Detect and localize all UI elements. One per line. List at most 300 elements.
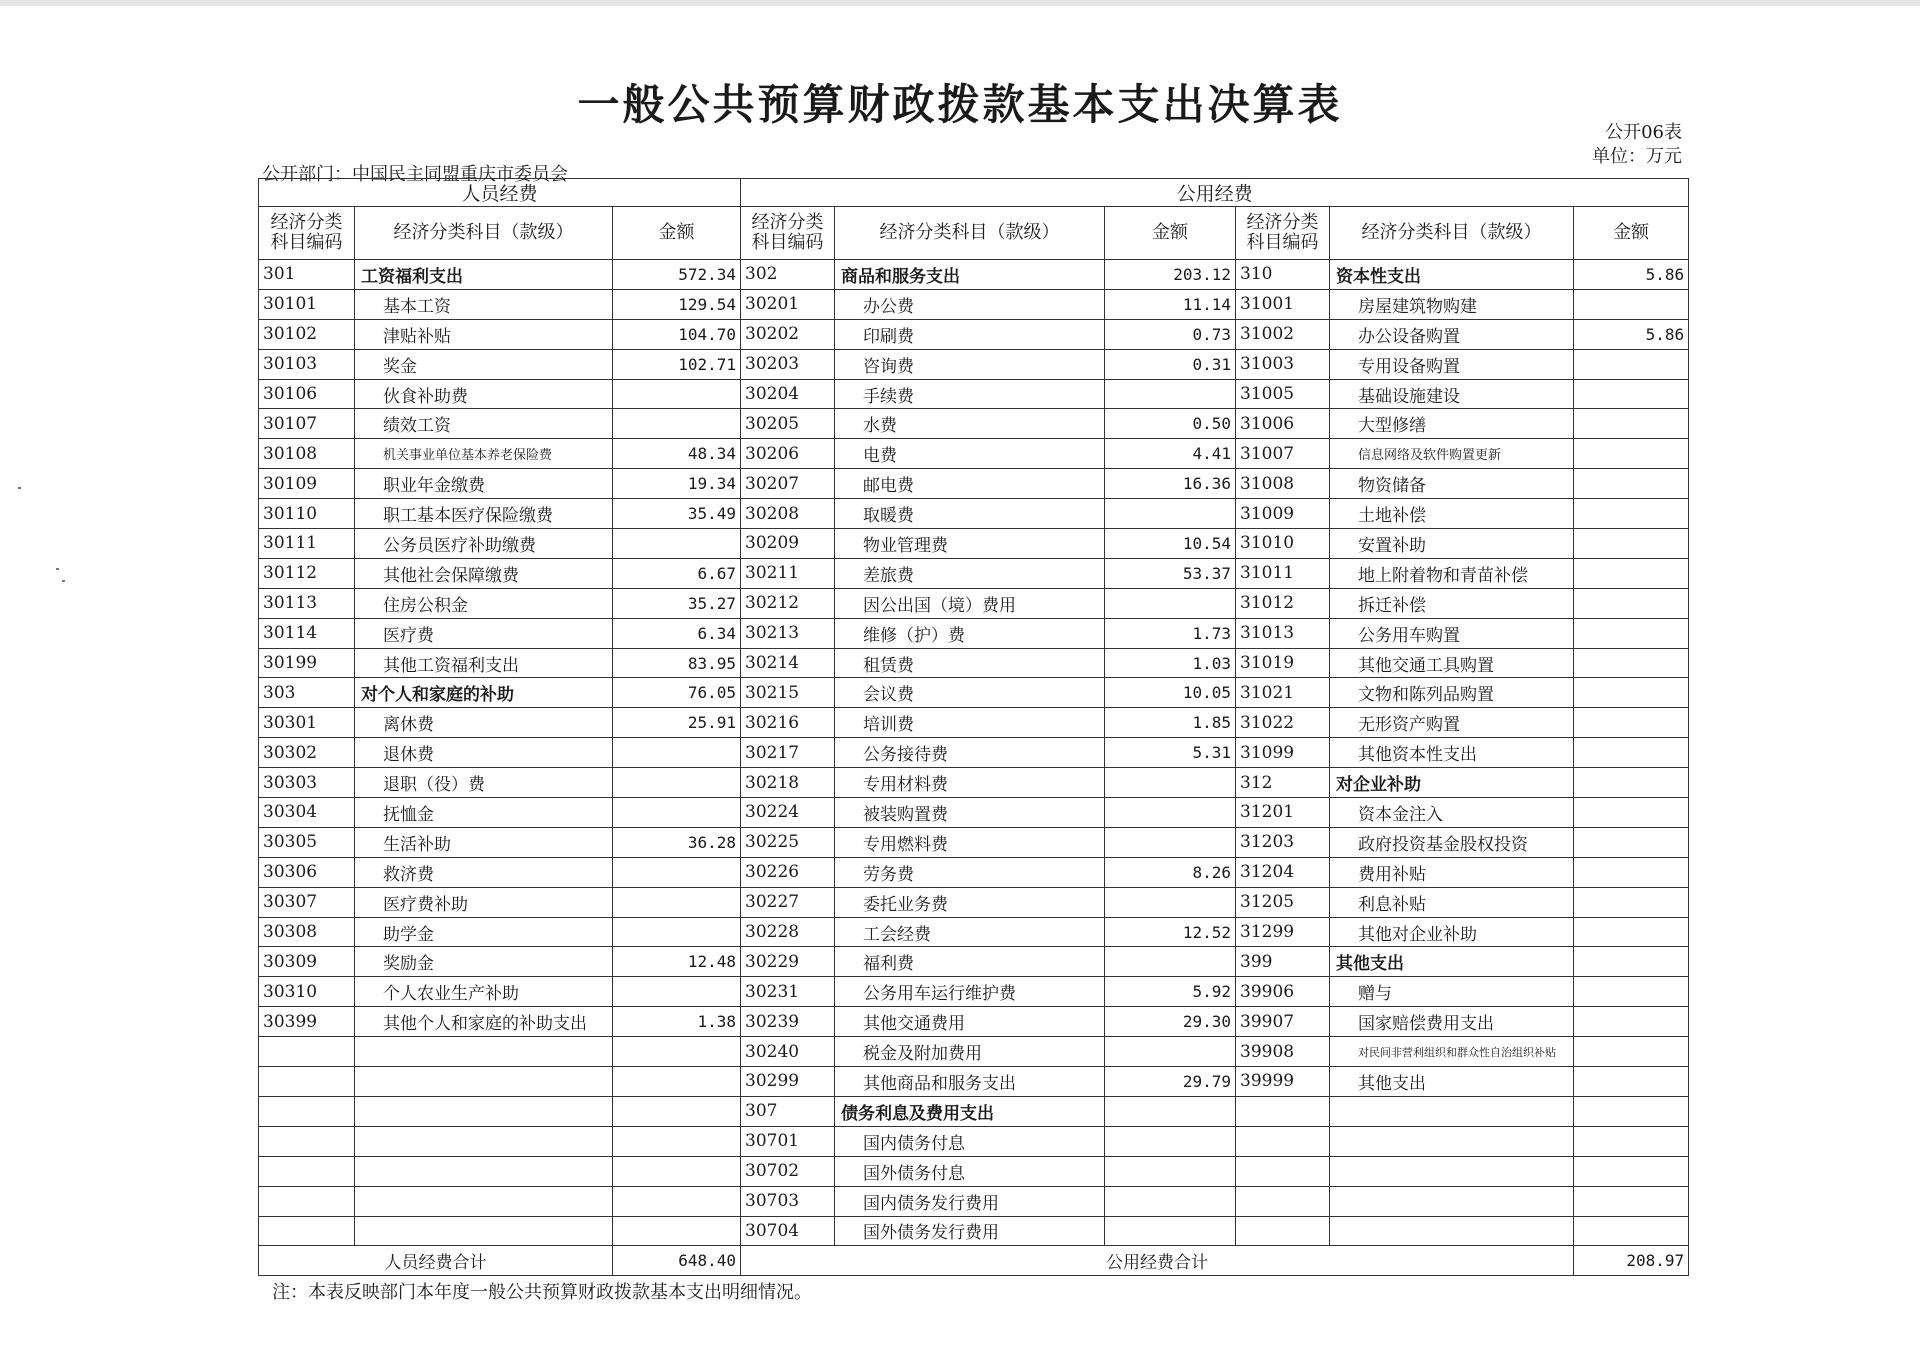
personnel-amount-cell: 25.91	[613, 708, 741, 738]
goods-code-cell: 30212	[741, 588, 835, 618]
table-row	[259, 917, 1689, 947]
capital-amount-cell	[1574, 768, 1689, 798]
personnel-code-cell: 30305	[259, 827, 355, 857]
goods-code-cell: 30225	[741, 827, 835, 857]
capital-name-cell: 公务用车购置	[1330, 618, 1574, 648]
goods-name-cell: 国内债务发行费用	[835, 1186, 1105, 1216]
personnel-name-cell: 个人农业生产补助	[355, 977, 613, 1007]
goods-amount-cell	[1105, 947, 1236, 977]
personnel-amount-cell: 48.34	[613, 439, 741, 469]
personnel-amount-cell	[613, 768, 741, 798]
personnel-name-cell: 伙食补助费	[355, 379, 613, 409]
goods-name-cell: 维修（护）费	[835, 618, 1105, 648]
goods-amount-cell: 8.26	[1105, 857, 1236, 887]
table-row	[259, 1067, 1689, 1097]
capital-amount-cell	[1574, 469, 1689, 499]
personnel-amount-cell: 19.34	[613, 469, 741, 499]
goods-code-cell: 30226	[741, 857, 835, 887]
goods-name-cell: 其他商品和服务支出	[835, 1067, 1105, 1097]
personnel-code-cell: 30113	[259, 588, 355, 618]
capital-amount-cell	[1574, 1156, 1689, 1186]
personnel-code-cell: 30307	[259, 887, 355, 917]
personnel-total-amount: 648.40	[613, 1246, 741, 1276]
goods-code-cell: 30229	[741, 947, 835, 977]
personnel-code-cell: 30111	[259, 529, 355, 559]
goods-name-cell: 电费	[835, 439, 1105, 469]
personnel-code-cell	[259, 1156, 355, 1186]
personnel-name-cell: 医疗费补助	[355, 887, 613, 917]
capital-code-cell: 31010	[1236, 529, 1330, 559]
table-row	[259, 678, 1689, 708]
personnel-code-cell: 30309	[259, 947, 355, 977]
goods-code-cell: 30202	[741, 319, 835, 349]
capital-amount-cell	[1574, 529, 1689, 559]
table-row	[259, 558, 1689, 588]
personnel-code-cell	[259, 1037, 355, 1067]
capital-name-cell: 其他支出	[1330, 947, 1574, 977]
personnel-name-cell: 其他社会保障缴费	[355, 558, 613, 588]
capital-amount-cell	[1574, 887, 1689, 917]
goods-name-cell: 工会经费	[835, 917, 1105, 947]
personnel-amount-cell	[613, 887, 741, 917]
personnel-code-cell: 30302	[259, 738, 355, 768]
goods-amount-cell: 10.05	[1105, 678, 1236, 708]
capital-amount-cell	[1574, 827, 1689, 857]
personnel-name-cell: 抚恤金	[355, 798, 613, 828]
table-row	[259, 379, 1689, 409]
personnel-amount-cell	[613, 1096, 741, 1126]
goods-code-cell: 30218	[741, 768, 835, 798]
personnel-name-cell: 生活补助	[355, 827, 613, 857]
goods-name-cell: 差旅费	[835, 558, 1105, 588]
capital-code-cell: 31009	[1236, 499, 1330, 529]
personnel-amount-cell: 6.34	[613, 618, 741, 648]
personnel-amount-cell	[613, 977, 741, 1007]
goods-amount-cell: 10.54	[1105, 529, 1236, 559]
capital-code-cell: 39907	[1236, 1007, 1330, 1037]
goods-name-cell: 其他交通费用	[835, 1007, 1105, 1037]
goods-code-cell: 30227	[741, 887, 835, 917]
header-amount: 金额	[1105, 207, 1236, 260]
goods-amount-cell	[1105, 588, 1236, 618]
goods-code-cell: 302	[741, 260, 835, 290]
capital-code-cell	[1236, 1216, 1330, 1246]
goods-amount-cell	[1105, 1037, 1236, 1067]
table-row	[259, 289, 1689, 319]
capital-name-cell: 拆迁补偿	[1330, 588, 1574, 618]
capital-code-cell: 31006	[1236, 409, 1330, 439]
goods-code-cell: 30299	[741, 1067, 835, 1097]
goods-amount-cell	[1105, 379, 1236, 409]
goods-amount-cell: 29.79	[1105, 1067, 1236, 1097]
capital-name-cell: 资本性支出	[1330, 260, 1574, 290]
capital-name-cell: 其他对企业补助	[1330, 917, 1574, 947]
personnel-code-cell: 30310	[259, 977, 355, 1007]
personnel-name-cell: 机关事业单位基本养老保险费	[355, 439, 613, 469]
goods-name-cell: 培训费	[835, 708, 1105, 738]
table-row	[259, 1156, 1689, 1186]
capital-code-cell: 31201	[1236, 798, 1330, 828]
goods-name-cell: 手续费	[835, 379, 1105, 409]
personnel-name-cell: 救济费	[355, 857, 613, 887]
capital-amount-cell	[1574, 947, 1689, 977]
personnel-name-cell: 助学金	[355, 917, 613, 947]
form-number: 公开06表	[1605, 122, 1682, 143]
public-total-amount: 208.97	[1574, 1246, 1689, 1276]
capital-name-cell: 资本金注入	[1330, 798, 1574, 828]
capital-name-cell: 办公设备购置	[1330, 319, 1574, 349]
personnel-name-cell	[355, 1096, 613, 1126]
capital-amount-cell	[1574, 1067, 1689, 1097]
table-row	[259, 349, 1689, 379]
header-code: 经济分类科目编码	[259, 207, 355, 260]
table-row	[259, 260, 1689, 290]
capital-amount-cell	[1574, 1186, 1689, 1216]
personnel-code-cell: 30114	[259, 618, 355, 648]
goods-name-cell: 国内债务付息	[835, 1126, 1105, 1156]
goods-amount-cell: 29.30	[1105, 1007, 1236, 1037]
capital-name-cell: 国家赔偿费用支出	[1330, 1007, 1574, 1037]
capital-code-cell: 31299	[1236, 917, 1330, 947]
personnel-name-cell: 住房公积金	[355, 588, 613, 618]
personnel-amount-cell: 83.95	[613, 648, 741, 678]
capital-amount-cell	[1574, 349, 1689, 379]
capital-code-cell: 31011	[1236, 558, 1330, 588]
personnel-amount-cell	[613, 917, 741, 947]
capital-amount-cell: 5.86	[1574, 319, 1689, 349]
capital-amount-cell	[1574, 1037, 1689, 1067]
personnel-amount-cell	[613, 379, 741, 409]
personnel-amount-cell: 102.71	[613, 349, 741, 379]
goods-name-cell: 国外债务发行费用	[835, 1216, 1105, 1246]
goods-amount-cell	[1105, 1186, 1236, 1216]
header-amount: 金额	[1574, 207, 1689, 260]
goods-amount-cell	[1105, 768, 1236, 798]
personnel-name-cell: 职业年金缴费	[355, 469, 613, 499]
goods-name-cell: 因公出国（境）费用	[835, 588, 1105, 618]
goods-name-cell: 商品和服务支出	[835, 260, 1105, 290]
personnel-amount-cell: 572.34	[613, 260, 741, 290]
personnel-total-label: 人员经费合计	[259, 1246, 613, 1276]
capital-name-cell: 土地补偿	[1330, 499, 1574, 529]
personnel-amount-cell: 35.49	[613, 499, 741, 529]
capital-code-cell: 399	[1236, 947, 1330, 977]
capital-name-cell: 房屋建筑物购建	[1330, 289, 1574, 319]
personnel-code-cell: 30112	[259, 558, 355, 588]
personnel-name-cell: 基本工资	[355, 289, 613, 319]
goods-code-cell: 30702	[741, 1156, 835, 1186]
table-row	[259, 827, 1689, 857]
table-row	[259, 798, 1689, 828]
goods-code-cell: 30207	[741, 469, 835, 499]
personnel-name-cell	[355, 1156, 613, 1186]
table-row	[259, 977, 1689, 1007]
goods-amount-cell: 11.14	[1105, 289, 1236, 319]
capital-name-cell: 专用设备购置	[1330, 349, 1574, 379]
goods-amount-cell: 1.85	[1105, 708, 1236, 738]
personnel-amount-cell	[613, 1216, 741, 1246]
goods-code-cell: 30205	[741, 409, 835, 439]
header-amount: 金额	[613, 207, 741, 260]
table-row	[259, 1186, 1689, 1216]
capital-amount-cell	[1574, 1126, 1689, 1156]
personnel-name-cell: 工资福利支出	[355, 260, 613, 290]
personnel-code-cell: 30103	[259, 349, 355, 379]
goods-amount-cell	[1105, 887, 1236, 917]
goods-code-cell: 30703	[741, 1186, 835, 1216]
capital-name-cell: 无形资产购置	[1330, 708, 1574, 738]
personnel-name-cell	[355, 1126, 613, 1156]
scan-speck	[56, 568, 59, 570]
capital-code-cell: 31205	[1236, 887, 1330, 917]
capital-code-cell	[1236, 1186, 1330, 1216]
personnel-code-cell: 30108	[259, 439, 355, 469]
personnel-amount-cell: 6.67	[613, 558, 741, 588]
goods-name-cell: 印刷费	[835, 319, 1105, 349]
capital-amount-cell	[1574, 977, 1689, 1007]
personnel-code-cell: 30399	[259, 1007, 355, 1037]
goods-code-cell: 30704	[741, 1216, 835, 1246]
table-row	[259, 857, 1689, 887]
capital-name-cell: 地上附着物和青苗补偿	[1330, 558, 1574, 588]
table-body	[259, 260, 1689, 1246]
capital-code-cell: 31001	[1236, 289, 1330, 319]
personnel-amount-cell	[613, 1186, 741, 1216]
goods-name-cell: 物业管理费	[835, 529, 1105, 559]
capital-amount-cell	[1574, 618, 1689, 648]
header-code: 经济分类科目编码	[1236, 207, 1330, 260]
goods-code-cell: 307	[741, 1096, 835, 1126]
goods-code-cell: 30217	[741, 738, 835, 768]
personnel-name-cell: 绩效工资	[355, 409, 613, 439]
capital-code-cell: 31203	[1236, 827, 1330, 857]
personnel-name-cell	[355, 1216, 613, 1246]
table-row	[259, 738, 1689, 768]
capital-name-cell	[1330, 1096, 1574, 1126]
scan-speck	[62, 580, 65, 582]
personnel-name-cell: 医疗费	[355, 618, 613, 648]
goods-name-cell: 专用燃料费	[835, 827, 1105, 857]
personnel-amount-cell	[613, 1067, 741, 1097]
table-row	[259, 1126, 1689, 1156]
scan-edge	[0, 0, 1920, 6]
goods-code-cell: 30204	[741, 379, 835, 409]
capital-amount-cell	[1574, 857, 1689, 887]
goods-amount-cell	[1105, 1216, 1236, 1246]
goods-amount-cell	[1105, 798, 1236, 828]
personnel-code-cell: 30308	[259, 917, 355, 947]
personnel-amount-cell: 129.54	[613, 289, 741, 319]
personnel-name-cell: 津贴补贴	[355, 319, 613, 349]
goods-code-cell: 30213	[741, 618, 835, 648]
goods-amount-cell	[1105, 827, 1236, 857]
goods-amount-cell	[1105, 1126, 1236, 1156]
goods-name-cell: 咨询费	[835, 349, 1105, 379]
personnel-name-cell: 其他工资福利支出	[355, 648, 613, 678]
goods-name-cell: 被装购置费	[835, 798, 1105, 828]
capital-code-cell: 31021	[1236, 678, 1330, 708]
personnel-name-cell	[355, 1186, 613, 1216]
capital-name-cell: 赠与	[1330, 977, 1574, 1007]
goods-amount-cell: 5.92	[1105, 977, 1236, 1007]
personnel-amount-cell	[613, 1126, 741, 1156]
table-row	[259, 439, 1689, 469]
personnel-code-cell: 30199	[259, 648, 355, 678]
goods-name-cell: 邮电费	[835, 469, 1105, 499]
table-row	[259, 588, 1689, 618]
capital-name-cell: 其他交通工具购置	[1330, 648, 1574, 678]
capital-code-cell: 31204	[1236, 857, 1330, 887]
personnel-code-cell: 30306	[259, 857, 355, 887]
personnel-code-cell: 30109	[259, 469, 355, 499]
personnel-code-cell: 30106	[259, 379, 355, 409]
table-row	[259, 648, 1689, 678]
header-code: 经济分类科目编码	[741, 207, 835, 260]
personnel-code-cell: 30107	[259, 409, 355, 439]
goods-amount-cell: 16.36	[1105, 469, 1236, 499]
capital-amount-cell	[1574, 708, 1689, 738]
goods-code-cell: 30228	[741, 917, 835, 947]
capital-amount-cell	[1574, 678, 1689, 708]
capital-amount-cell	[1574, 439, 1689, 469]
table-row	[259, 529, 1689, 559]
capital-name-cell: 对企业补助	[1330, 768, 1574, 798]
personnel-code-cell: 30110	[259, 499, 355, 529]
scan-speck	[18, 487, 21, 489]
capital-code-cell	[1236, 1096, 1330, 1126]
goods-amount-cell: 4.41	[1105, 439, 1236, 469]
capital-code-cell: 31022	[1236, 708, 1330, 738]
page-title: 一般公共预算财政拨款基本支出决算表	[577, 80, 1343, 129]
table-row	[259, 1096, 1689, 1126]
capital-name-cell	[1330, 1126, 1574, 1156]
goods-code-cell: 30211	[741, 558, 835, 588]
capital-name-cell	[1330, 1186, 1574, 1216]
goods-name-cell: 租赁费	[835, 648, 1105, 678]
goods-amount-cell: 0.31	[1105, 349, 1236, 379]
personnel-name-cell: 奖励金	[355, 947, 613, 977]
goods-code-cell: 30701	[741, 1126, 835, 1156]
goods-name-cell: 劳务费	[835, 857, 1105, 887]
personnel-name-cell	[355, 1037, 613, 1067]
personnel-code-cell: 30301	[259, 708, 355, 738]
personnel-code-cell: 30304	[259, 798, 355, 828]
capital-name-cell: 其他支出	[1330, 1067, 1574, 1097]
personnel-code-cell: 30303	[259, 768, 355, 798]
personnel-code-cell	[259, 1096, 355, 1126]
personnel-amount-cell	[613, 409, 741, 439]
personnel-name-cell: 职工基本医疗保险缴费	[355, 499, 613, 529]
capital-name-cell: 利息补贴	[1330, 887, 1574, 917]
goods-code-cell: 30240	[741, 1037, 835, 1067]
table-row	[259, 469, 1689, 499]
personnel-name-cell: 离休费	[355, 708, 613, 738]
capital-code-cell: 39906	[1236, 977, 1330, 1007]
capital-code-cell: 31002	[1236, 319, 1330, 349]
goods-name-cell: 福利费	[835, 947, 1105, 977]
table-row	[259, 618, 1689, 648]
capital-name-cell: 物资储备	[1330, 469, 1574, 499]
capital-code-cell	[1236, 1126, 1330, 1156]
personnel-amount-cell: 76.05	[613, 678, 741, 708]
personnel-amount-cell	[613, 738, 741, 768]
goods-name-cell: 债务利息及费用支出	[835, 1096, 1105, 1126]
personnel-code-cell	[259, 1216, 355, 1246]
capital-code-cell: 312	[1236, 768, 1330, 798]
goods-code-cell: 30231	[741, 977, 835, 1007]
goods-amount-cell: 5.31	[1105, 738, 1236, 768]
goods-code-cell: 30214	[741, 648, 835, 678]
personnel-name-cell: 对个人和家庭的补助	[355, 678, 613, 708]
goods-code-cell: 30203	[741, 349, 835, 379]
capital-code-cell: 310	[1236, 260, 1330, 290]
capital-name-cell: 对民间非营利组织和群众性自治组织补贴	[1330, 1037, 1574, 1067]
capital-code-cell: 31013	[1236, 618, 1330, 648]
personnel-amount-cell: 12.48	[613, 947, 741, 977]
personnel-amount-cell	[613, 1156, 741, 1186]
capital-amount-cell	[1574, 917, 1689, 947]
capital-amount-cell	[1574, 588, 1689, 618]
personnel-name-cell: 其他个人和家庭的补助支出	[355, 1007, 613, 1037]
goods-amount-cell: 1.73	[1105, 618, 1236, 648]
personnel-amount-cell	[613, 798, 741, 828]
goods-name-cell: 国外债务付息	[835, 1156, 1105, 1186]
goods-amount-cell: 203.12	[1105, 260, 1236, 290]
goods-amount-cell	[1105, 1096, 1236, 1126]
capital-name-cell	[1330, 1216, 1574, 1246]
capital-amount-cell	[1574, 1216, 1689, 1246]
personnel-name-cell	[355, 1067, 613, 1097]
group-header-public: 公用经费	[741, 179, 1689, 207]
personnel-name-cell: 退职（役）费	[355, 768, 613, 798]
department-label: 公开部门：中国民主同盟重庆市委员会	[262, 164, 568, 185]
table-row	[259, 1007, 1689, 1037]
totals-row	[259, 1246, 1689, 1276]
goods-amount-cell	[1105, 1156, 1236, 1186]
goods-name-cell: 会议费	[835, 678, 1105, 708]
capital-code-cell: 31019	[1236, 648, 1330, 678]
table-row	[259, 708, 1689, 738]
personnel-code-cell: 30101	[259, 289, 355, 319]
goods-code-cell: 30209	[741, 529, 835, 559]
personnel-amount-cell	[613, 857, 741, 887]
goods-name-cell: 取暖费	[835, 499, 1105, 529]
capital-amount-cell	[1574, 1007, 1689, 1037]
goods-name-cell: 办公费	[835, 289, 1105, 319]
goods-amount-cell: 0.50	[1105, 409, 1236, 439]
table-row	[259, 409, 1689, 439]
table-row	[259, 499, 1689, 529]
goods-code-cell: 30206	[741, 439, 835, 469]
personnel-code-cell: 303	[259, 678, 355, 708]
personnel-code-cell	[259, 1067, 355, 1097]
goods-code-cell: 30239	[741, 1007, 835, 1037]
goods-name-cell: 税金及附加费用	[835, 1037, 1105, 1067]
personnel-name-cell: 公务员医疗补助缴费	[355, 529, 613, 559]
personnel-amount-cell	[613, 529, 741, 559]
expenditure-table	[258, 178, 1689, 1276]
capital-name-cell: 费用补贴	[1330, 857, 1574, 887]
table-row	[259, 887, 1689, 917]
header-name: 经济分类科目（款级）	[835, 207, 1105, 260]
capital-code-cell: 31005	[1236, 379, 1330, 409]
goods-amount-cell: 53.37	[1105, 558, 1236, 588]
goods-amount-cell	[1105, 499, 1236, 529]
goods-amount-cell: 1.03	[1105, 648, 1236, 678]
capital-amount-cell	[1574, 558, 1689, 588]
personnel-code-cell: 301	[259, 260, 355, 290]
personnel-amount-cell	[613, 1037, 741, 1067]
